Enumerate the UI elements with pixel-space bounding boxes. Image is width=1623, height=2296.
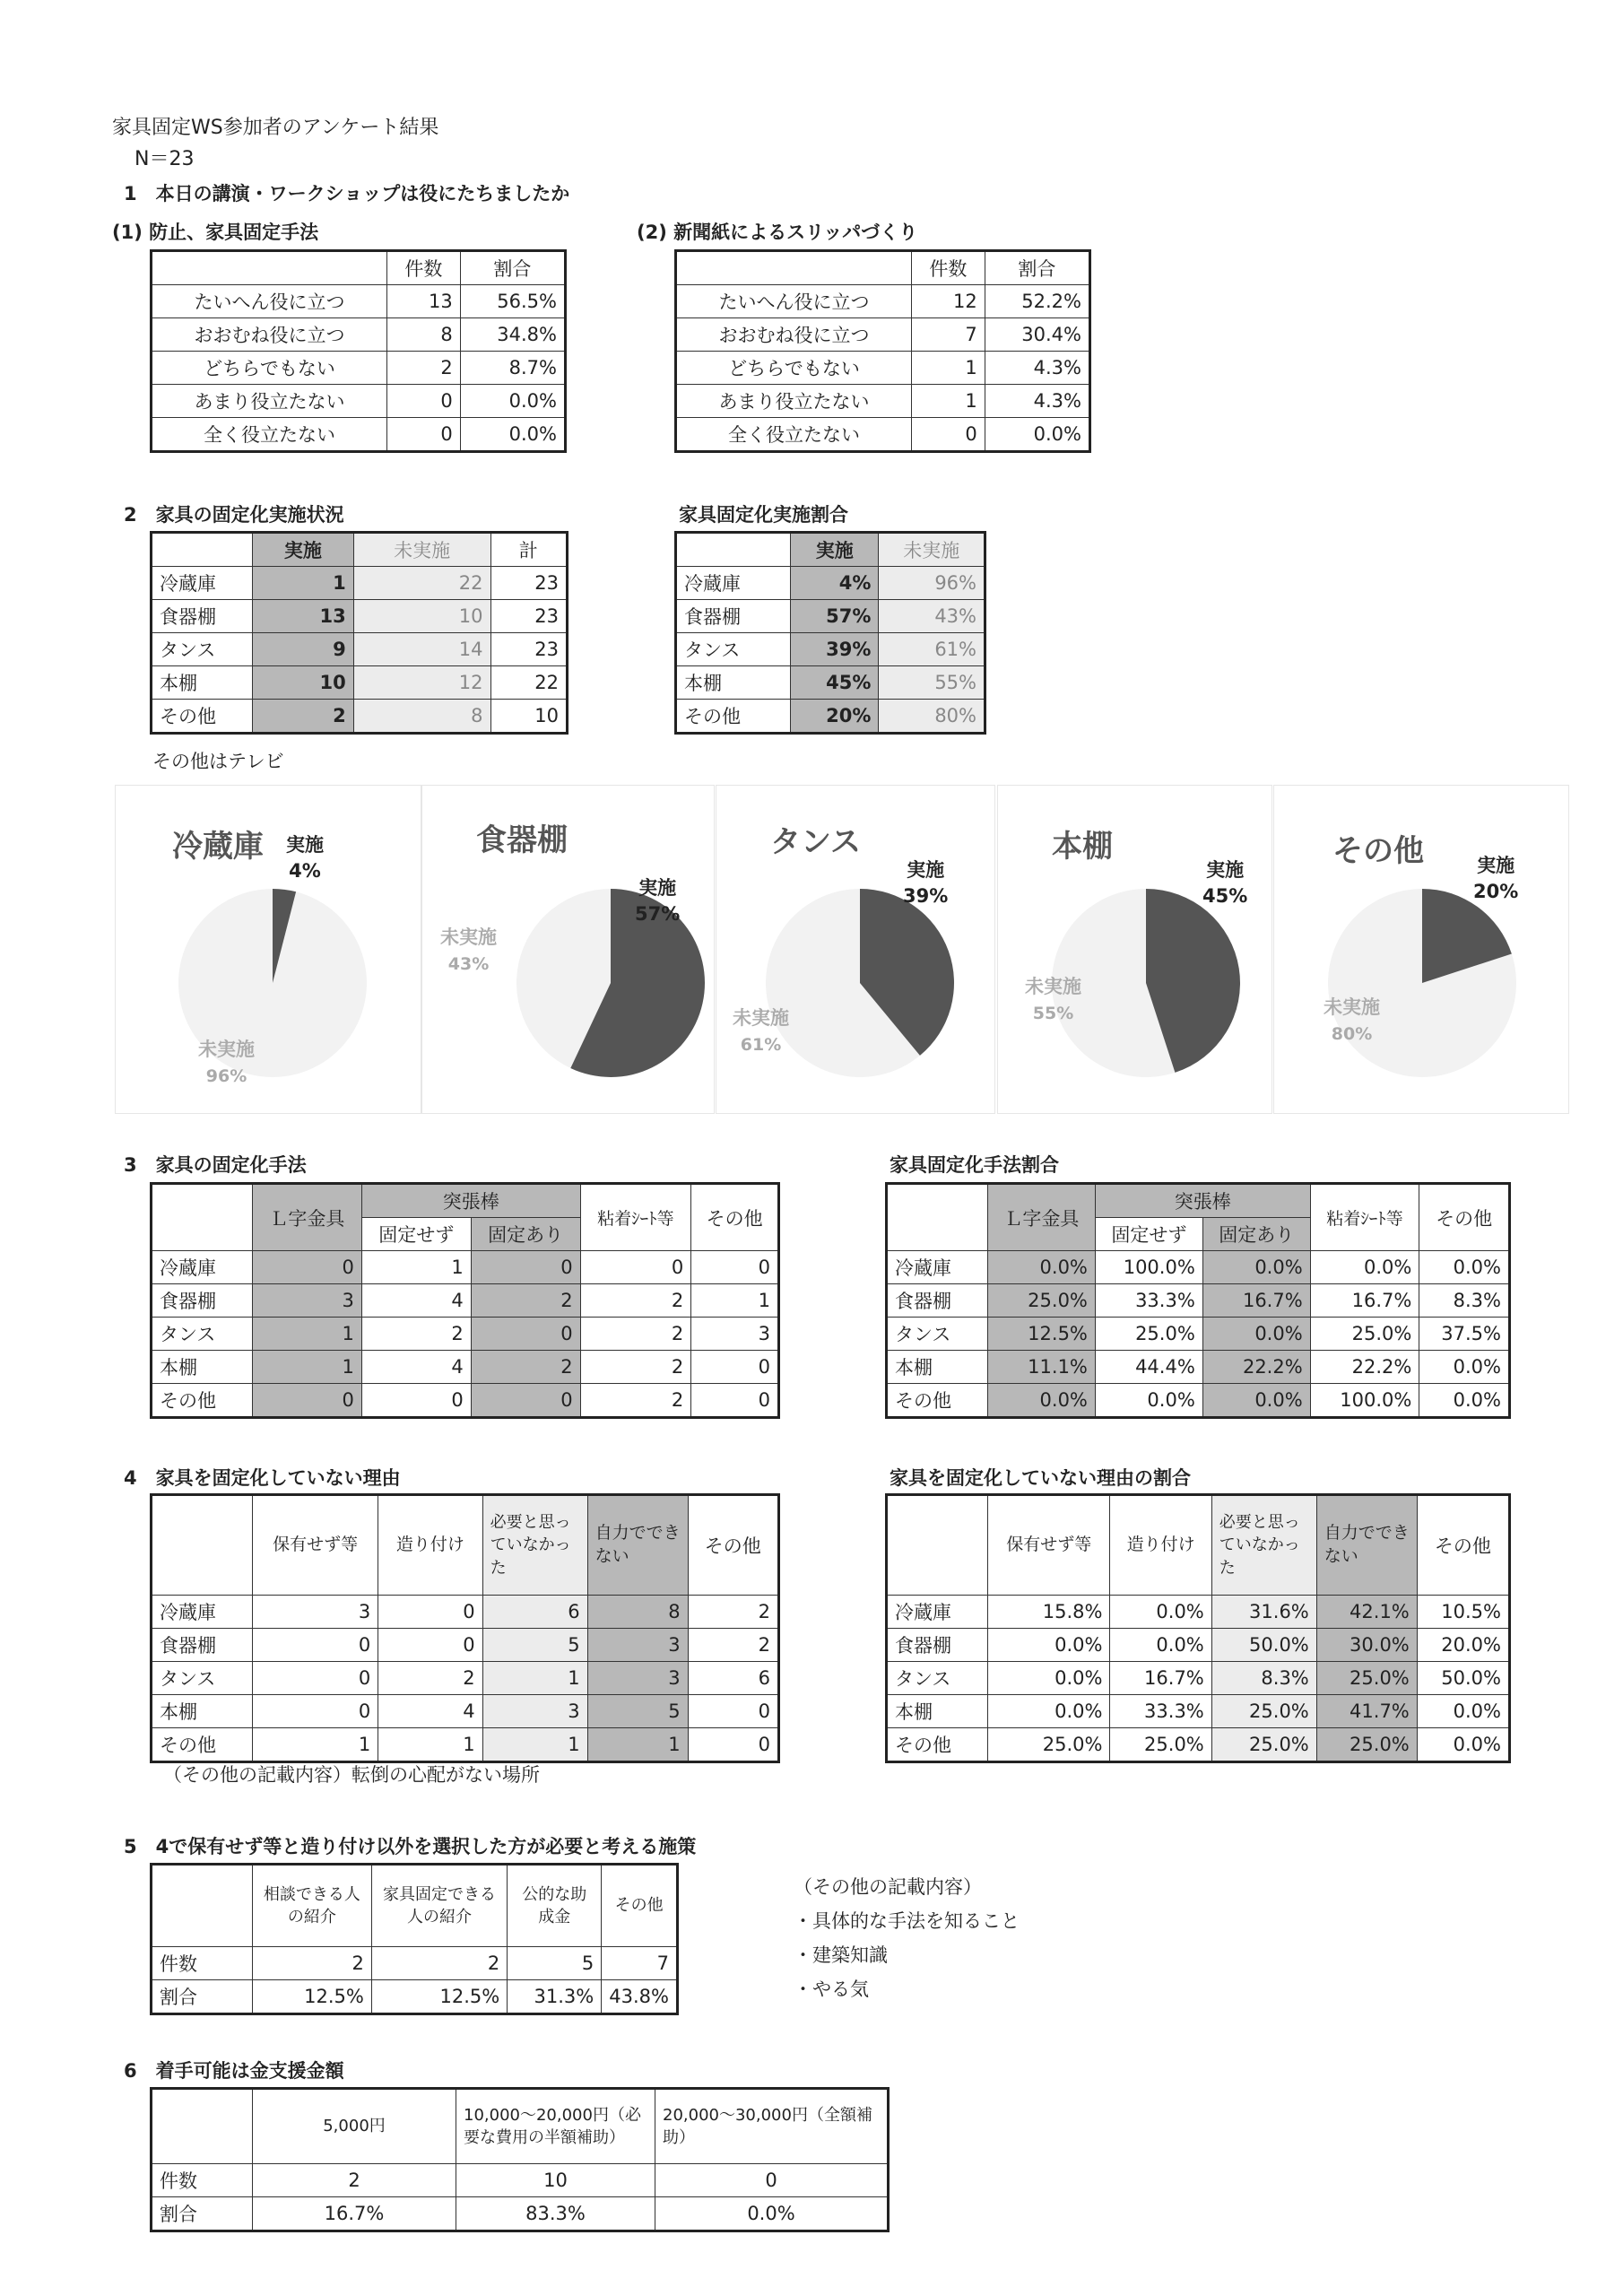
table-row: おおむね役に立つ 8 34.8%	[152, 318, 566, 352]
pie-chart	[1324, 884, 1521, 1082]
table-row: たいへん役に立つ 12 52.2%	[676, 285, 1090, 318]
table-row: 冷蔵庫 3 0 6 8 2	[152, 1596, 779, 1629]
q5-table	[150, 1863, 679, 2015]
pie-label-not-done: 未実施 43%	[440, 926, 497, 975]
pie-label-not-done: 未実施 55%	[1025, 976, 1081, 1024]
table-row: どちらでもない 2 8.7%	[152, 352, 566, 385]
q4-heading: 4 家具を固定化していない理由	[124, 1467, 401, 1489]
sample-size: N＝23	[135, 148, 195, 170]
table-row: 全く役立たない 0 0.0%	[676, 418, 1090, 452]
pie-label-not-done: 未実施 96%	[198, 1039, 255, 1087]
col-header: その他	[691, 1184, 779, 1251]
pie-label-not-done: 未実施 80%	[1324, 996, 1380, 1045]
col-header: Ｌ字金具	[988, 1184, 1096, 1251]
pie-panel-other	[1273, 785, 1569, 1114]
table-row: 本棚 1 4 2 2 0	[152, 1351, 779, 1384]
col-header: Ｌ字金具	[253, 1184, 362, 1251]
table-row: 本棚 45% 55%	[676, 666, 985, 700]
table-row: 冷蔵庫 1 22 23	[152, 567, 568, 600]
col-header: その他	[1417, 1495, 1509, 1596]
q6-table	[150, 2087, 890, 2232]
col-header: 造り付け	[378, 1495, 482, 1596]
col-header: その他	[688, 1495, 778, 1596]
pie-label-done: 実施 4%	[286, 834, 324, 883]
col-header: 計	[490, 533, 567, 567]
table-row: 本棚 11.1% 44.4% 22.2% 22.2% 0.0%	[887, 1351, 1510, 1384]
table-row: 食器棚 3 4 2 2 1	[152, 1284, 779, 1318]
pie-title: その他	[1332, 833, 1424, 869]
table-row: その他 20% 80%	[676, 700, 985, 734]
pie-title: 食器棚	[476, 822, 568, 858]
q4-note: （その他の記載内容）転倒の心配がない場所	[163, 1764, 540, 1786]
table-row: 食器棚 0 0 5 3 2	[152, 1629, 779, 1662]
pie-label-done: 実施 57%	[635, 877, 681, 926]
table-row: タンス 12.5% 25.0% 0.0% 25.0% 37.5%	[887, 1318, 1510, 1351]
table-row: 食器棚 13 10 23	[152, 600, 568, 633]
pie-label-done: 実施 39%	[903, 859, 949, 908]
q2-note: その他はテレビ	[152, 751, 284, 772]
col-header: 割合	[460, 251, 565, 285]
pie-title: 本棚	[1052, 829, 1113, 865]
col-header: 固定あり	[1202, 1218, 1310, 1251]
table-row: その他 2 8 10	[152, 700, 568, 734]
col-header: 粘着ｼｰﾄ等	[1310, 1184, 1419, 1251]
pie-panel-tansu	[716, 785, 995, 1114]
table-row: 割合 16.7% 83.3% 0.0%	[152, 2197, 889, 2231]
col-header: 自力でできない	[587, 1495, 688, 1596]
q2-count-table	[150, 531, 568, 735]
table-row: 冷蔵庫 0.0% 100.0% 0.0% 0.0% 0.0%	[887, 1251, 1510, 1284]
pie-panel-refrigerator	[115, 785, 421, 1114]
col-header: 突張棒	[1095, 1184, 1310, 1218]
table-row: タンス 0 2 1 3 6	[152, 1662, 779, 1695]
col-header: その他	[602, 1865, 678, 1947]
table-row: 本棚 10 12 22	[152, 666, 568, 700]
col-header: 件数	[912, 251, 985, 285]
pie-chart	[761, 884, 959, 1082]
table-row: タンス 9 14 23	[152, 633, 568, 666]
q1-sub1-heading: (1) 防止、家具固定手法	[112, 222, 319, 243]
col-header: 必要と思っていなかった	[1211, 1495, 1316, 1596]
table-row: あまり役立たない 0 0.0%	[152, 385, 566, 418]
table-row: その他 0 0 0 2 0	[152, 1384, 779, 1418]
q1-heading: 1 本日の講演・ワークショップは役にたちましたか	[124, 183, 570, 204]
table-row: 件数 2 2 5 7	[152, 1947, 678, 1980]
pie-label-done: 実施 45%	[1202, 859, 1248, 908]
table-row: たいへん役に立つ 13 56.5%	[152, 285, 566, 318]
table-row: その他 25.0% 25.0% 25.0% 25.0% 0.0%	[887, 1728, 1510, 1762]
table-row: 本棚 0.0% 33.3% 25.0% 41.7% 0.0%	[887, 1695, 1510, 1728]
table-row: その他 1 1 1 1 0	[152, 1728, 779, 1762]
q1-table-1	[150, 249, 567, 453]
q6-heading: 6 着手可能は金支援金額	[124, 2060, 344, 2082]
table-row: おおむね役に立つ 7 30.4%	[676, 318, 1090, 352]
table-row: 件数 2 10 0	[152, 2164, 889, 2197]
col-header: 保有せず等	[253, 1495, 378, 1596]
q4-count-table	[150, 1493, 780, 1763]
table-row: 冷蔵庫 0 1 0 0 0	[152, 1251, 779, 1284]
q5-heading: 5 4で保有せず等と造り付け以外を選択した方が必要と考える施策	[124, 1836, 697, 1857]
col-header: 保有せず等	[988, 1495, 1110, 1596]
table-row: タンス 1 2 0 2 3	[152, 1318, 779, 1351]
col-header: 実施	[253, 533, 354, 567]
col-header: 5,000円	[253, 2089, 456, 2164]
table-row: 全く役立たない 0 0.0%	[152, 418, 566, 452]
q4-ratio-table	[885, 1493, 1511, 1763]
table-row: タンス 0.0% 16.7% 8.3% 25.0% 50.0%	[887, 1662, 1510, 1695]
col-header: 自力でできない	[1316, 1495, 1417, 1596]
col-header: その他	[1419, 1184, 1510, 1251]
q4-ratio-heading: 家具を固定化していない理由の割合	[890, 1467, 1191, 1489]
col-header: 未実施	[879, 533, 985, 567]
col-header: 割合	[985, 251, 1089, 285]
q3-count-table	[150, 1182, 780, 1419]
col-header: 20,000～30,000円（全額補助）	[655, 2089, 889, 2164]
table-row: タンス 39% 61%	[676, 633, 985, 666]
col-header: 未実施	[353, 533, 490, 567]
table-row: その他 0.0% 0.0% 0.0% 100.0% 0.0%	[887, 1384, 1510, 1418]
pie-title: 冷蔵庫	[172, 829, 264, 865]
col-header: 突張棒	[361, 1184, 580, 1218]
table-row: 冷蔵庫 15.8% 0.0% 31.6% 42.1% 10.5%	[887, 1596, 1510, 1629]
col-header: 固定せず	[361, 1218, 471, 1251]
page-title: 家具固定WS参加者のアンケート結果	[112, 117, 439, 139]
q5-notes: （その他の記載内容） ・具体的な手法を知ること ・建築知識 ・やる気	[794, 1876, 1020, 2000]
table-row: 本棚 0 4 3 5 0	[152, 1695, 779, 1728]
q3-heading: 3 家具の固定化手法	[124, 1154, 307, 1176]
q2-ratio-heading: 家具固定化実施割合	[679, 504, 848, 526]
q1-table-2	[674, 249, 1091, 453]
col-header: 10,000～20,000円（必要な費用の半額補助）	[456, 2089, 655, 2164]
table-row: 冷蔵庫 4% 96%	[676, 567, 985, 600]
col-header: 固定せず	[1095, 1218, 1202, 1251]
col-header: 相談できる人の紹介	[253, 1865, 372, 1947]
table-row: 割合 12.5% 12.5% 31.3% 43.8%	[152, 1980, 678, 2014]
col-header: 件数	[387, 251, 461, 285]
col-header: 固定あり	[471, 1218, 580, 1251]
table-row: 食器棚 25.0% 33.3% 16.7% 16.7% 8.3%	[887, 1284, 1510, 1318]
col-header: 粘着ｼｰﾄ等	[580, 1184, 691, 1251]
pie-label-done: 実施 20%	[1473, 855, 1519, 903]
pie-panel-bookshelf	[997, 785, 1272, 1114]
col-header: 実施	[791, 533, 879, 567]
q3-ratio-heading: 家具固定化手法割合	[890, 1154, 1059, 1176]
q2-heading: 2 家具の固定化実施状況	[124, 504, 344, 526]
col-header: 必要と思っていなかった	[482, 1495, 587, 1596]
q1-sub2-heading: (2) 新聞紙によるスリッパづくり	[637, 222, 918, 243]
pie-label-not-done: 未実施 61%	[733, 1007, 789, 1056]
pie-title: タンス	[770, 824, 861, 860]
pie-panel-dish-cabinet	[421, 785, 715, 1114]
table-row: どちらでもない 1 4.3%	[676, 352, 1090, 385]
table-row: 食器棚 0.0% 0.0% 50.0% 30.0% 20.0%	[887, 1629, 1510, 1662]
table-row: 食器棚 57% 43%	[676, 600, 985, 633]
q3-ratio-table	[885, 1182, 1511, 1419]
col-header: 造り付け	[1110, 1495, 1211, 1596]
q2-ratio-table	[674, 531, 986, 735]
col-header: 家具固定できる人の紹介	[371, 1865, 507, 1947]
table-row: あまり役立たない 1 4.3%	[676, 385, 1090, 418]
col-header: 公的な助成金	[508, 1865, 602, 1947]
